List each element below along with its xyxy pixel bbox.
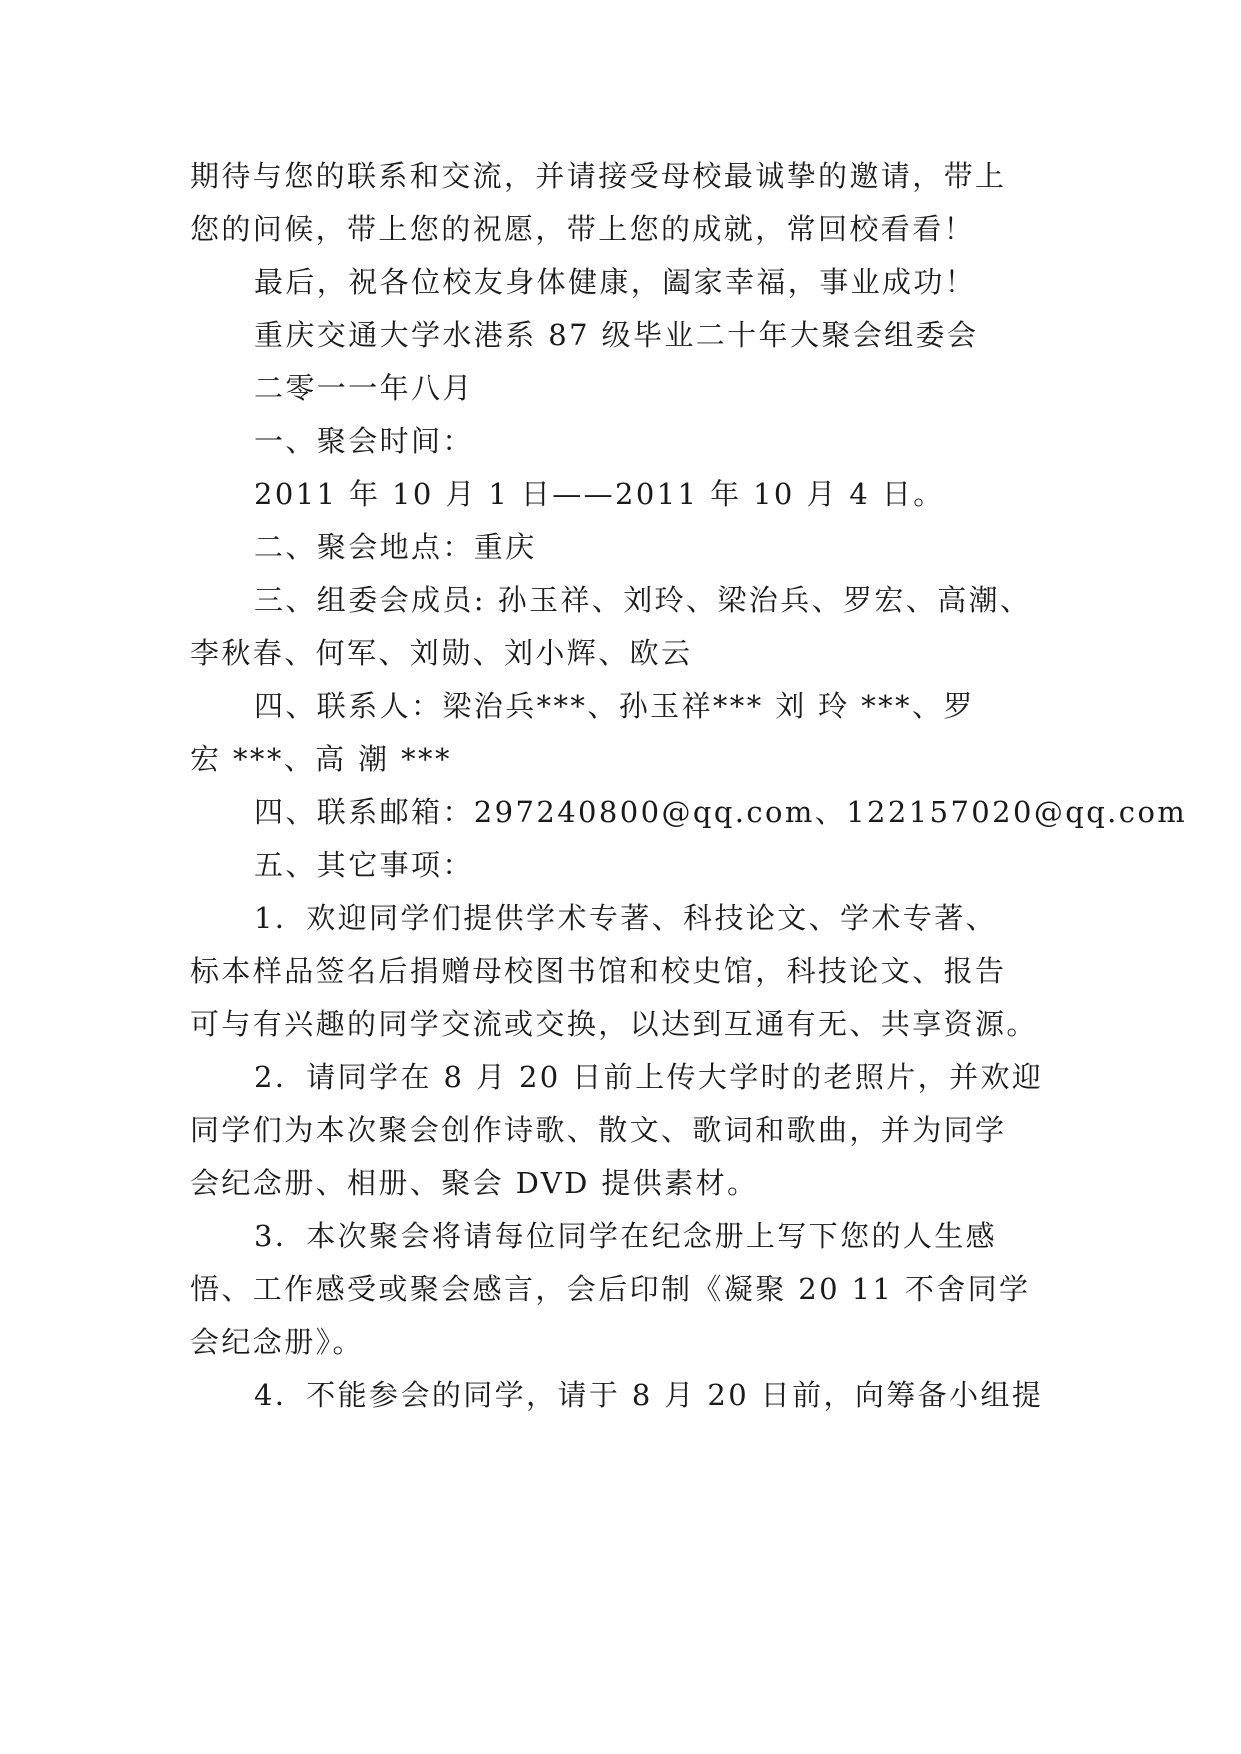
list-item-4: 4．不能参会的同学，请于 8 月 20 日前，向筹备小组提	[254, 1378, 1044, 1412]
list-item-3-cont: 悟、工作感受或聚会感言，会后印制《凝聚 20 11 不舍同学	[190, 1272, 1031, 1306]
section-heading-time: 一、聚会时间：	[254, 424, 474, 458]
list-item-2-cont: 同学们为本次聚会创作诗歌、散文、歌词和歌曲，并为同学	[190, 1113, 1007, 1147]
event-dates: 2011 年 10 月 1 日——2011 年 10 月 4 日。	[254, 477, 945, 511]
list-item-2: 2．请同学在 8 月 20 日前上传大学时的老照片，并欢迎	[254, 1060, 1044, 1094]
paragraph-line: 期待与您的联系和交流，并请接受母校最诚挚的邀请，带上	[190, 159, 1007, 193]
signature-organization: 重庆交通大学水港系 87 级毕业二十年大聚会组委会	[254, 318, 979, 352]
list-item-3: 3．本次聚会将请每位同学在纪念册上写下您的人生感	[254, 1219, 998, 1253]
list-item-3-cont: 会纪念册》。	[190, 1325, 364, 1359]
paragraph-line: 最后，祝各位校友身体健康，阖家幸福，事业成功！	[254, 265, 977, 299]
contacts: 四、联系人：梁治兵***、孙玉祥*** 刘 玲 ***、罗	[254, 689, 975, 723]
list-item-1-cont: 标本样品签名后捐赠母校图书馆和校史馆，科技论文、报告	[190, 954, 1007, 988]
paragraph-line: 您的问候，带上您的祝愿，带上您的成就，常回校看看！	[190, 212, 976, 246]
section-heading-other: 五、其它事项：	[254, 848, 474, 882]
committee-members-cont: 李秋春、何军、刘勋、刘小辉、欧云	[190, 636, 693, 670]
contacts-cont: 宏 ***、高 潮 ***	[190, 742, 452, 776]
list-item-1: 1．欢迎同学们提供学术专著、科技论文、学术专著、	[254, 901, 998, 935]
committee-members: 三、组委会成员: 孙玉祥、刘玲、梁治兵、罗宏、高潮、	[254, 583, 1032, 617]
list-item-1-cont: 可与有兴趣的同学交流或交换，以达到互通有无、共享资源。	[190, 1007, 1038, 1041]
list-item-2-cont: 会纪念册、相册、聚会 DVD 提供素材。	[190, 1166, 759, 1200]
contact-emails: 四、联系邮箱：297240800@qq.com、122157020@qq.com	[254, 795, 1188, 829]
signature-date: 二零一一年八月	[254, 371, 474, 405]
section-heading-location: 二、聚会地点：重庆	[254, 530, 537, 564]
